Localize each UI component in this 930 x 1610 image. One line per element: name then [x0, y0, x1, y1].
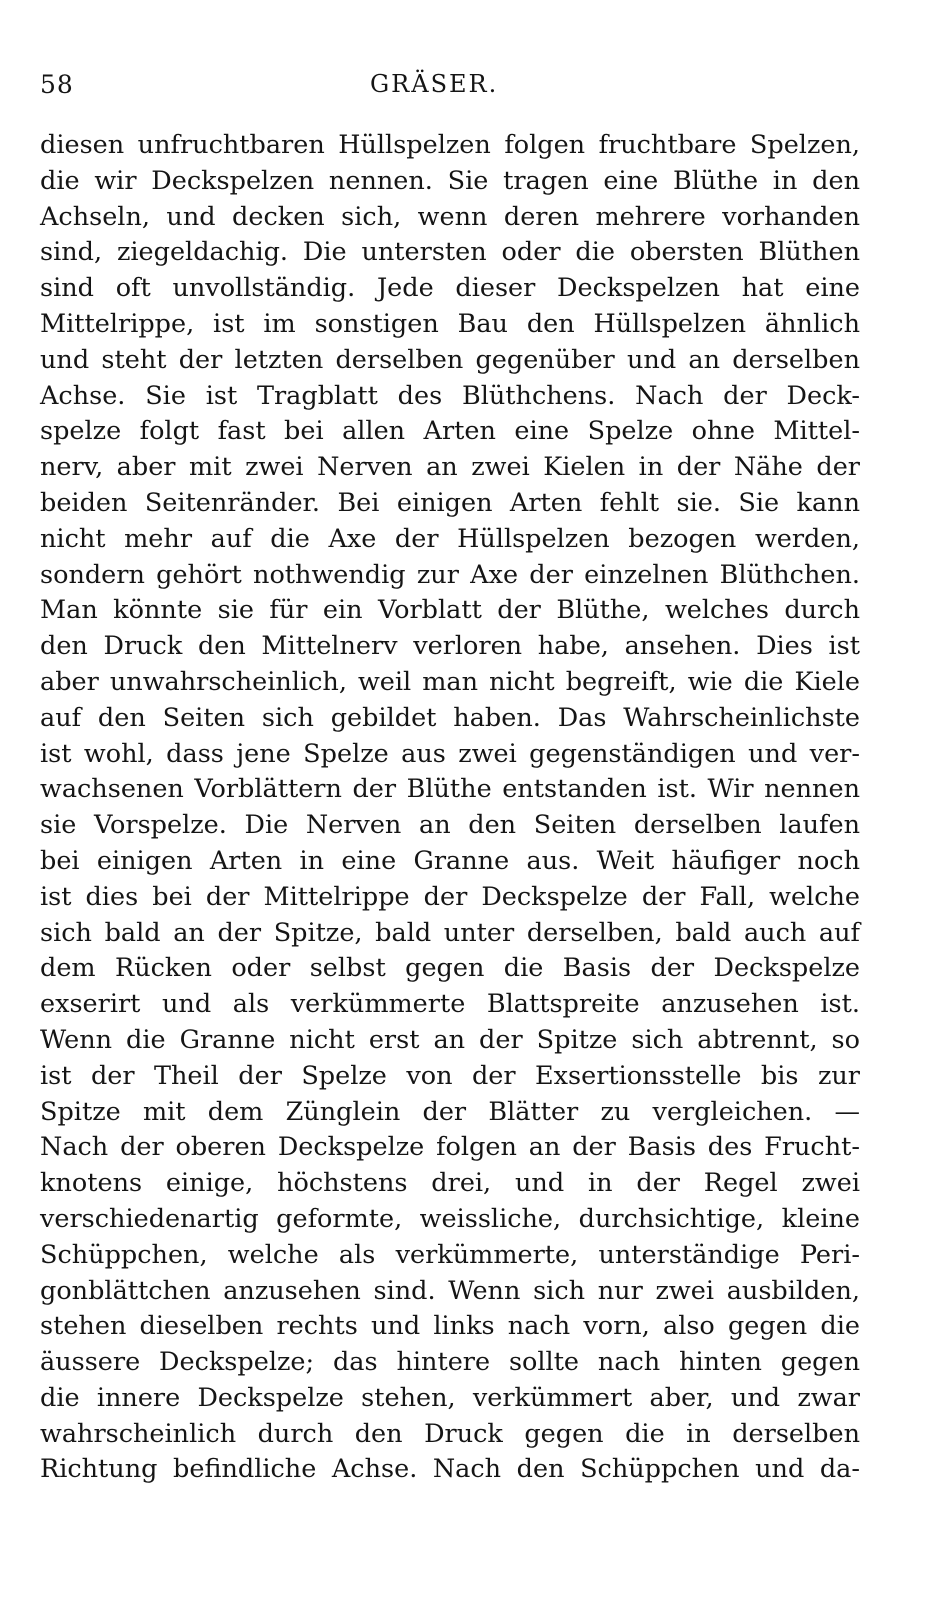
text-line: wahrscheinlich durch den Druck gegen die in derselben: [40, 1418, 860, 1449]
text-line: die wir Deckspelzen nennen. Sie tragen eine Blüthe in den: [40, 165, 860, 196]
text-line: stehen dieselben rechts und links nach vorn, also gegen die: [40, 1311, 860, 1342]
text-line: aber unwahrscheinlich, weil man nicht begreift, wie die Kiele: [40, 666, 860, 697]
text-line: Mittelrippe, ist im sonstigen Bau den Hüllspelzen ähnlich: [40, 308, 860, 339]
text-line: sind, ziegeldachig. Die untersten oder die obersten Blüthen: [40, 237, 860, 268]
text-line: auf den Seiten sich gebildet haben. Das Wahrscheinlichste: [40, 702, 860, 733]
text-line: ist dies bei der Mittelrippe der Deckspelze der Fall, welche: [40, 881, 860, 912]
text-line: ist wohl, dass jene Spelze aus zwei gegenständigen und ver-: [40, 738, 860, 769]
text-line: nerv, aber mit zwei Nerven an zwei Kielen in der Nähe der: [40, 452, 860, 483]
text-line: beiden Seitenränder. Bei einigen Arten fehlt sie. Sie kann: [40, 487, 860, 518]
text-line: knotens einige, höchstens drei, und in der Regel zwei: [40, 1168, 860, 1199]
text-line: dem Rücken oder selbst gegen die Basis der Deckspelze: [40, 953, 860, 984]
text-line: bei einigen Arten in eine Granne aus. Weit häufiger noch: [40, 845, 860, 876]
page-header: [40, 70, 890, 110]
text-line: nicht mehr auf die Axe der Hüllspelzen bezogen werden,: [40, 523, 860, 554]
text-line: Wenn die Granne nicht erst an der Spitze sich abtrennt, so: [40, 1024, 860, 1055]
text-line: Achseln, und decken sich, wenn deren mehrere vorhanden: [40, 201, 860, 232]
text-line: exserirt und als verkümmerte Blattspreite anzusehen ist.: [40, 989, 860, 1020]
body-text: [40, 128, 860, 1488]
text-line: die innere Deckspelze stehen, verkümmert aber, und zwar: [40, 1382, 860, 1413]
text-line: gonblättchen anzusehen sind. Wenn sich nur zwei ausbilden,: [40, 1275, 860, 1306]
text-line: Achse. Sie ist Tragblatt des Blüthchens. Nach der Deck-: [40, 380, 860, 411]
text-line: Spitze mit dem Zünglein der Blätter zu vergleichen. —: [40, 1096, 860, 1127]
text-line: Nach der oberen Deckspelze folgen an der Basis des Frucht-: [40, 1132, 860, 1163]
page-number: 58: [40, 70, 74, 99]
text-line: sie Vorspelze. Die Nerven an den Seiten derselben laufen: [40, 810, 860, 841]
text-line: Man könnte sie für ein Vorblatt der Blüthe, welches durch: [40, 595, 860, 626]
text-line: ist der Theil der Spelze von der Exsertionsstelle bis zur: [40, 1060, 860, 1091]
text-line: Schüppchen, welche als verkümmerte, unterständige Peri-: [40, 1239, 860, 1270]
text-line: den Druck den Mittelnerv verloren habe, ansehen. Dies ist: [40, 631, 860, 662]
text-line: verschiedenartig geformte, weissliche, durchsichtige, kleine: [40, 1203, 860, 1234]
text-line: sind oft unvollständig. Jede dieser Deckspelzen hat eine: [40, 273, 860, 304]
text-line: spelze folgt fast bei allen Arten eine Spelze ohne Mittel-: [40, 416, 860, 447]
text-line: und steht der letzten derselben gegenüber und an derselben: [40, 344, 860, 375]
text-line: sich bald an der Spitze, bald unter derselben, bald auch auf: [40, 917, 860, 948]
text-line: äussere Deckspelze; das hintere sollte nach hinten gegen: [40, 1347, 860, 1378]
text-line: diesen unfruchtbaren Hüllspelzen folgen fruchtbare Spelzen,: [40, 130, 860, 160]
running-title: GRÄSER.: [370, 70, 499, 98]
text-line: sondern gehört nothwendig zur Axe der einzelnen Blüthchen.: [40, 559, 860, 590]
text-line: Richtung befindliche Achse. Nach den Schüppchen und da-: [40, 1454, 860, 1485]
text-line: wachsenen Vorblättern der Blüthe entstanden ist. Wir nennen: [40, 774, 860, 805]
